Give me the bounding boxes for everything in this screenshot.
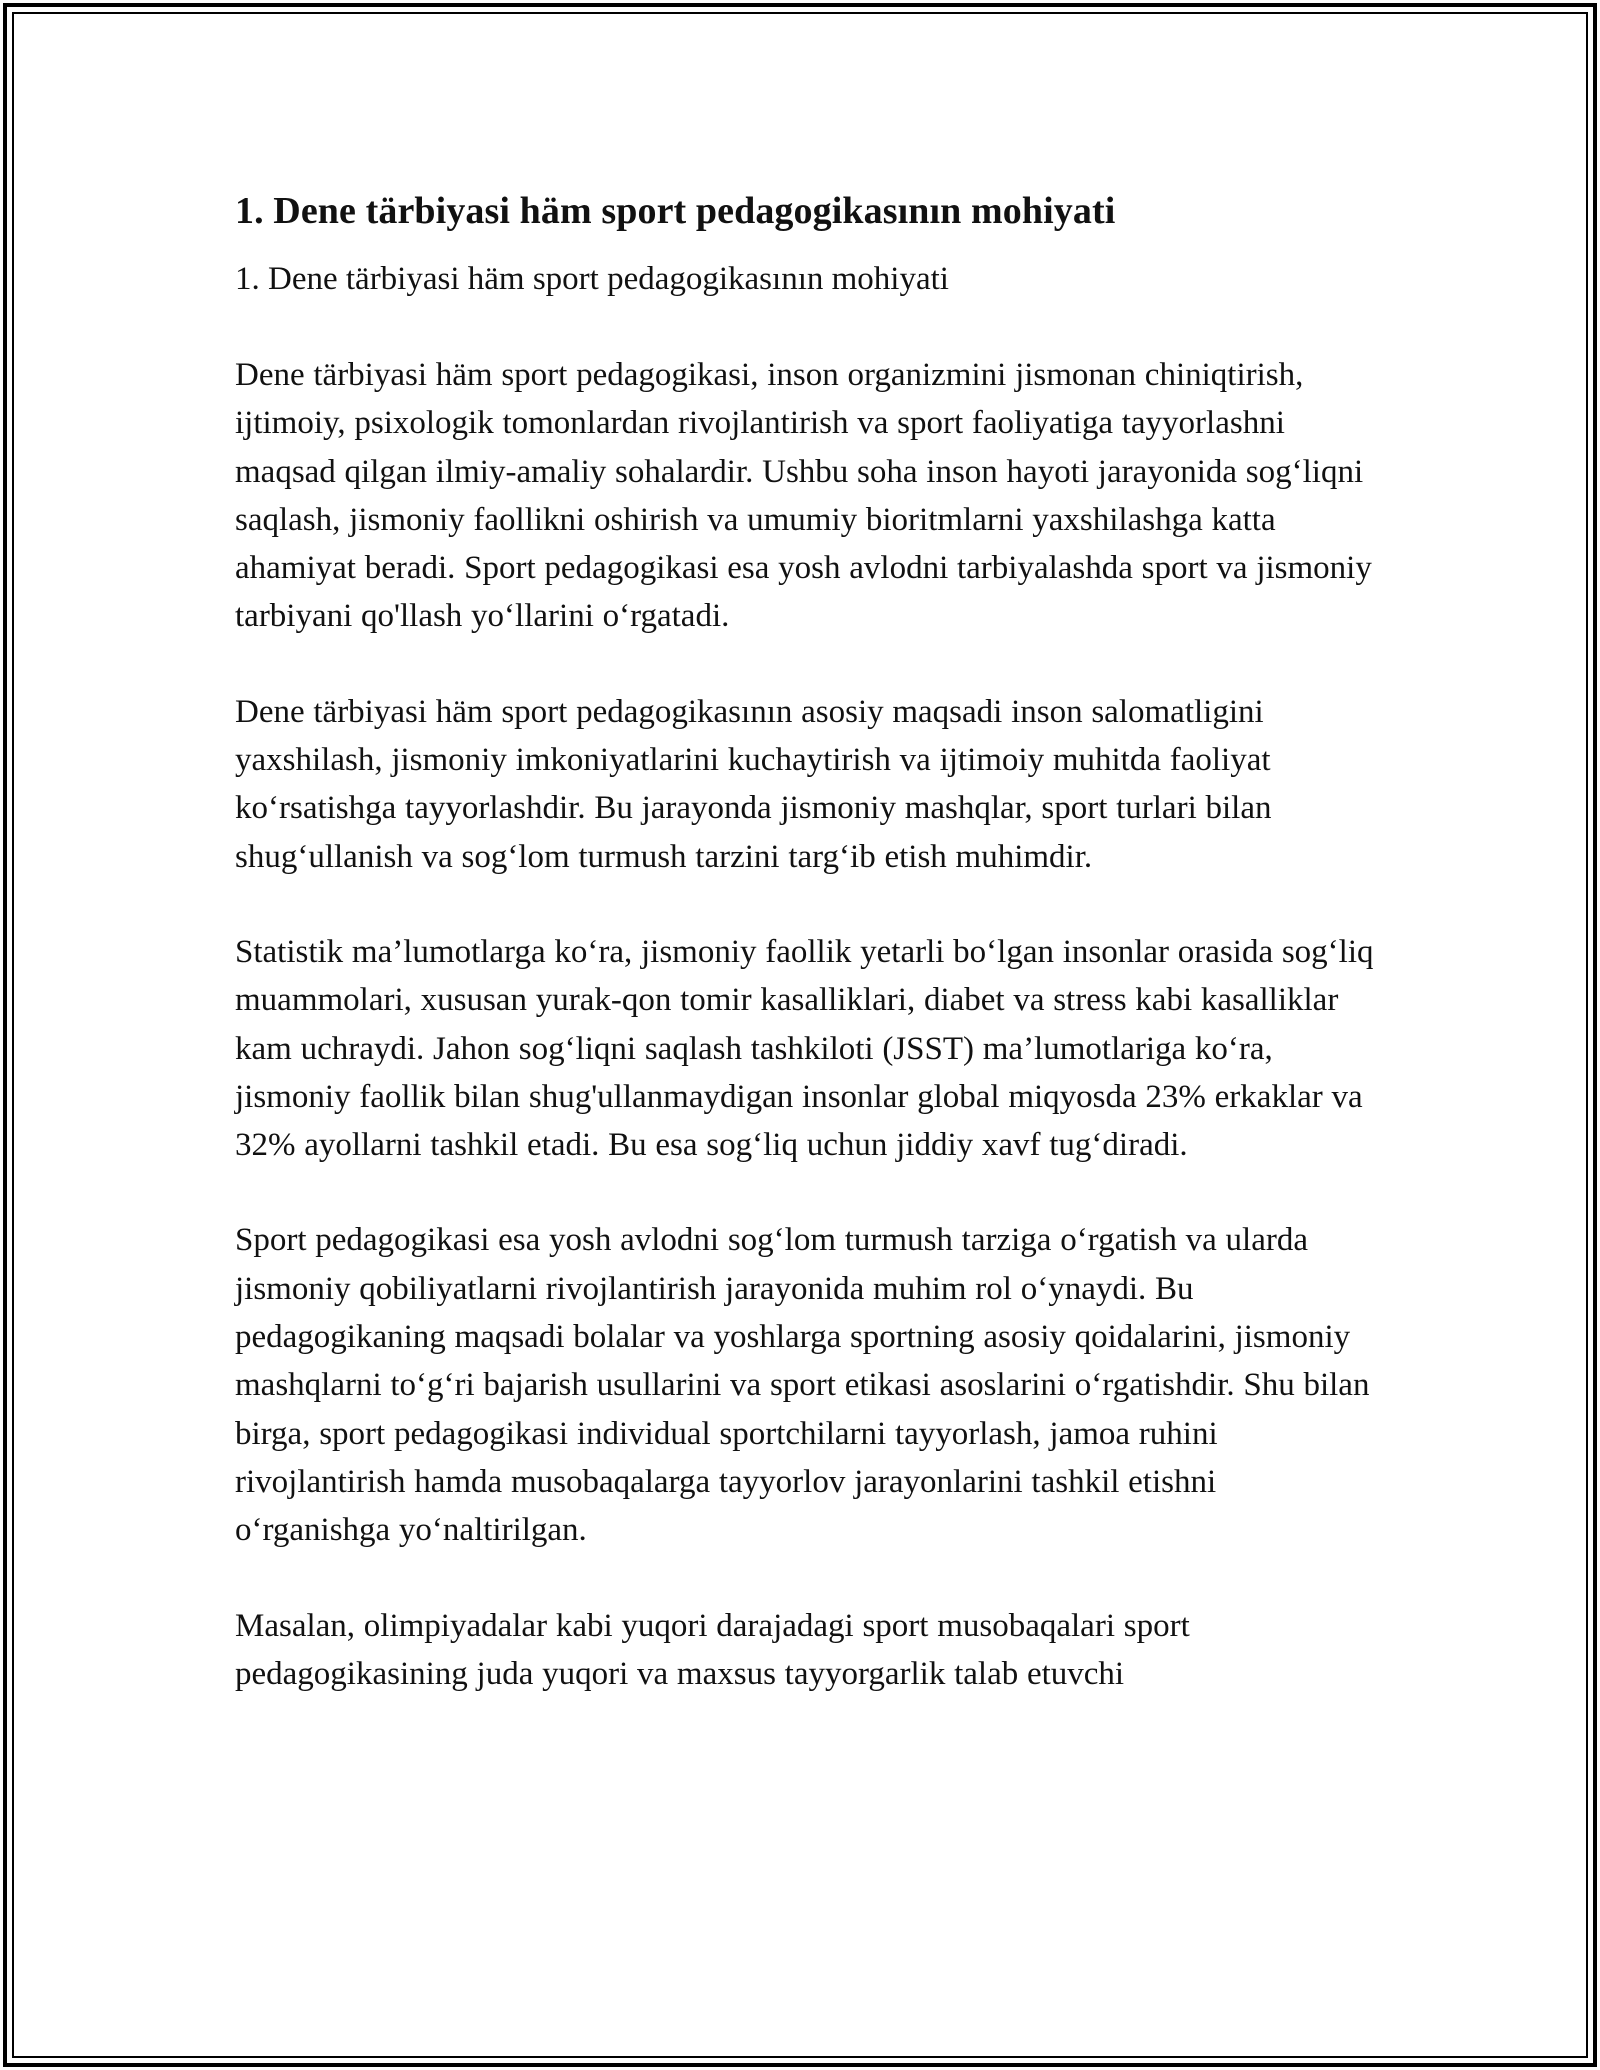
- paragraph-sport-pedagogy: Sport pedagogikasi esa yosh avlodni sog‘lom turmush tarziga o‘rgatish va ularda jismoniy qobiliyatlarni rivojlantirish jarayonida muhim rol o‘ynaydi. Bu pedagogikaning maqsadi bolalar va yoshlarga sportning asosiy qoidalarini, jismoniy mashqlarni to‘g‘ri bajarish usullarini va sport etikasi asoslarini o‘rgatishdir. Shu bilan birga, sport pedagogikasi individual sportchilarni tayyorlash, jamoa ruhini rivojlantirish hamda musobaqalarga tayyorlov jarayonlarini tashkil etishni o‘rganishga yo‘naltirilgan.: [235, 1222, 1370, 1549]
- document-title: 1. Dene tärbiyasi häm sport pedagogikasının mohiyati: [235, 190, 1116, 232]
- paragraph-statistics: Statistik ma’lumotlarga ko‘ra, jismoniy faollik yetarli bo‘lgan insonlar orasida sog‘liq muammolari, xususan yurak-qon tomir kasalliklari, diabet va stress kabi kasalliklar kam uchraydi. Jahon sog‘liqni saqlash tashkiloti (JSST) ma’lumotlariga ko‘ra, jismoniy faollik bilan shug'ullanmaydigan insonlar global miqyosda 23% erkaklar va 32% ayollarni tashkil etadi. Bu esa sog‘liq uchun jiddiy xavf tug‘diradi.: [235, 933, 1374, 1164]
- paragraph-definition: Dene tärbiyasi häm sport pedagogikasi, inson organizmini jismonan chiniqtirish, ijtimoiy, psixologik tomonlardan rivojlantirish va sport faoliyatiga tayyorlashni maqsad qilgan ilmiy-amaliy sohalardir. Ushbu soha inson hayoti jarayonida sog‘liqni saqlash, jismoniy faollikni oshirish va umumiy bioritmlarni yaxshilashga katta ahamiyat beradi. Sport pedagogikasi esa yosh avlodni tarbiyalashda sport va jismoniy tarbiyani qo'llash yo‘llarini o‘rgatadi.: [235, 357, 1372, 635]
- document-page: [235, 185, 1375, 1698]
- paragraph-example: Masalan, olimpiyadalar kabi yuqori darajadagi sport musobaqalari sport pedagogikasining juda yuqori va maxsus tayyorgarlik talab etuvchi: [235, 1607, 1190, 1692]
- paragraph-main-goal: Dene tärbiyasi häm sport pedagogikasının asosiy maqsadi inson salomatligini yaxshilash, jismoniy imkoniyatlarini kuchaytirish va ijtimoiy muhitda faoliyat ko‘rsatishga tayyorlashdir. Bu jarayonda jismoniy mashqlar, sport turlari bilan shug‘ullanish va sog‘lom turmush tarzini targ‘ib etish muhimdir.: [235, 693, 1272, 875]
- section-heading: 1. Dene tärbiyasi häm sport pedagogikasının mohiyati: [235, 261, 949, 297]
